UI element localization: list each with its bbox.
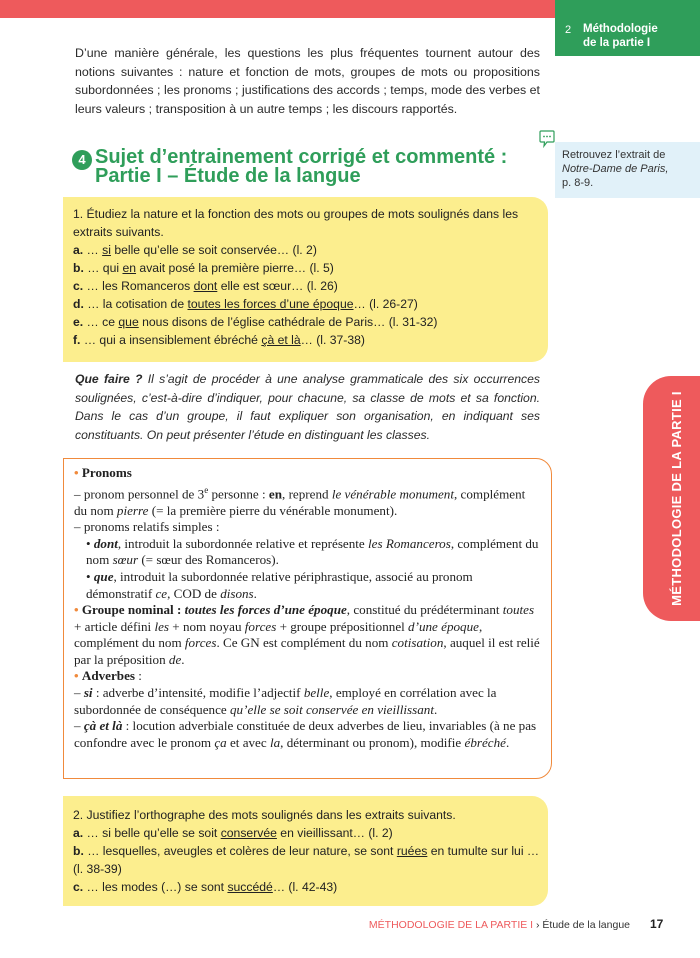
underlined-word: conservée bbox=[220, 826, 277, 840]
speech-bubble-icon bbox=[539, 130, 555, 148]
extract-item: b. … lesquelles, aveugles et colères de leur nature, se sont ruées en tumulte sur lui … (l. 38-39) bbox=[73, 844, 540, 876]
top-bar-green bbox=[555, 0, 700, 18]
question2-box bbox=[63, 796, 548, 906]
extract-item: e. … ce que nous disons de l’église cathédrale de Paris… (l. 31-32) bbox=[73, 315, 438, 329]
section-title: Méthodologie de la partie I bbox=[583, 23, 658, 49]
side-chapter-tab bbox=[643, 376, 700, 621]
page-footer bbox=[0, 916, 700, 936]
heading-number-badge: 4 bbox=[72, 150, 92, 170]
top-bar-red bbox=[0, 0, 555, 18]
what-to-do-label: Que faire ? bbox=[75, 372, 143, 386]
side-chapter-label: MÉTHODOLOGIE DE LA PARTIE I bbox=[669, 391, 684, 606]
extract-item: f. … qui a insensiblement ébréché çà et là… (l. 37-38) bbox=[73, 333, 365, 347]
section-tab bbox=[555, 18, 700, 56]
underlined-word: çà et là bbox=[261, 333, 301, 347]
underlined-word: dont bbox=[193, 279, 218, 293]
extract-item: a. … si belle qu’elle se soit conservée… (l. 2) bbox=[73, 243, 317, 257]
sidebar-note: Retrouvez l’extrait de Notre-Dame de Paris, p. 8-9. bbox=[555, 142, 700, 198]
heading-line1: Sujet d’entrainement corrigé et commenté : bbox=[95, 146, 508, 168]
question1-items bbox=[73, 241, 538, 349]
gn-title: Groupe nominal : bbox=[81, 602, 185, 618]
what-to-do-paragraph: Que faire ? Il s’agit de procéder à une analyse grammaticale des six occurrences soulignées, c’est-à-dire d’indiquer, pour chacune, sa classe de mots et sa fonction. Dans le cas d’un groupe, il faut expliquer son organisation, en indiquant ses constituants. On peut présenter l’étude en distinguant les classes. bbox=[75, 372, 540, 442]
question2-title: 2. Justifiez l’orthographe des mots soulignés dans les extraits suivants. bbox=[73, 808, 456, 822]
extract-item: a. … si belle qu’elle se soit conservée en vieillissant… (l. 2) bbox=[73, 826, 393, 840]
underlined-word: succédé bbox=[227, 880, 273, 894]
underlined-word: si bbox=[102, 243, 111, 257]
extract-item: d. … la cotisation de toutes les forces d’une époque… (l. 26-27) bbox=[73, 297, 418, 311]
page-number: 17 bbox=[650, 917, 664, 931]
question1-title: 1. Étudiez la nature et la fonction des mots ou groupes de mots soulignés dans les extraits suivants. bbox=[73, 207, 519, 239]
section-number: 2 bbox=[565, 24, 572, 36]
extract-item: c. … les modes (…) se sont succédé… (l. 42-43) bbox=[73, 880, 338, 894]
underlined-word: en bbox=[122, 261, 137, 275]
book-title: Notre-Dame de Paris, bbox=[562, 163, 669, 175]
question1-box bbox=[63, 197, 548, 362]
footer-section: MÉTHODOLOGIE DE LA PARTIE I › Étude de la langue bbox=[368, 919, 630, 931]
underlined-word: que bbox=[118, 315, 139, 329]
underlined-word: ruées bbox=[396, 844, 428, 858]
intro-paragraph: D’une manière générale, les questions les plus fréquentes tournent autour des notions suivantes : nature et fonction de mots, groupes de mots ou propositions subordonnées ; les pronoms ; justifications des accords ; temps, mode des verbes et leurs valeurs ; transposition à un autre temps ; les discours rapportés. bbox=[75, 46, 540, 116]
adverbes-title: Adverbes bbox=[81, 668, 135, 684]
heading-line2: Partie I – Étude de la langue bbox=[95, 165, 361, 187]
extract-item: b. … qui en avait posé la première pierre… (l. 5) bbox=[73, 261, 334, 275]
correction-text: • Pronoms – pronom personnel de 3e personne : en, reprend le vénérable monument, complément du nom pierre (= la première pierre du vénérable monument). – pronoms relatifs simples : • dont, introduit la subordonnée relative et représente les Romanceros, complément du nom sœur (= sœur des Romanceros). • que, introduit la subordonnée relative périphrastique, associé au pronom démonstratif ce, COD de disons. • Groupe nominal : toutes les forces d’une époque, constitué du prédéterminant toutes + article défini les + nom noyau forces + groupe prépositionnel d’une époque, complément du nom forces. Ce GN est complément du nom cotisation, auquel il est relié par la préposition de. • Adverbes : – si : adverbe d’intensité, modifie l’adjectif belle, employé en corrélation avec la subordonnée de conséquence qu’elle se soit conservée en vieillissant. – çà et là : locution adverbiale constituée de deux adverbes de lieu, invariables (à ne pas confondre avec le pronom ça et avec la, déterminant ou pronom), modifie ébréché. bbox=[74, 465, 540, 750]
extract-item: c. … les Romanceros dont elle est sœur… (l. 26) bbox=[73, 279, 338, 293]
pronoms-title: Pronoms bbox=[81, 465, 132, 480]
bullet: • bbox=[74, 465, 79, 480]
question2-items bbox=[73, 824, 541, 896]
underlined-word: toutes les forces d’une époque bbox=[187, 297, 354, 311]
